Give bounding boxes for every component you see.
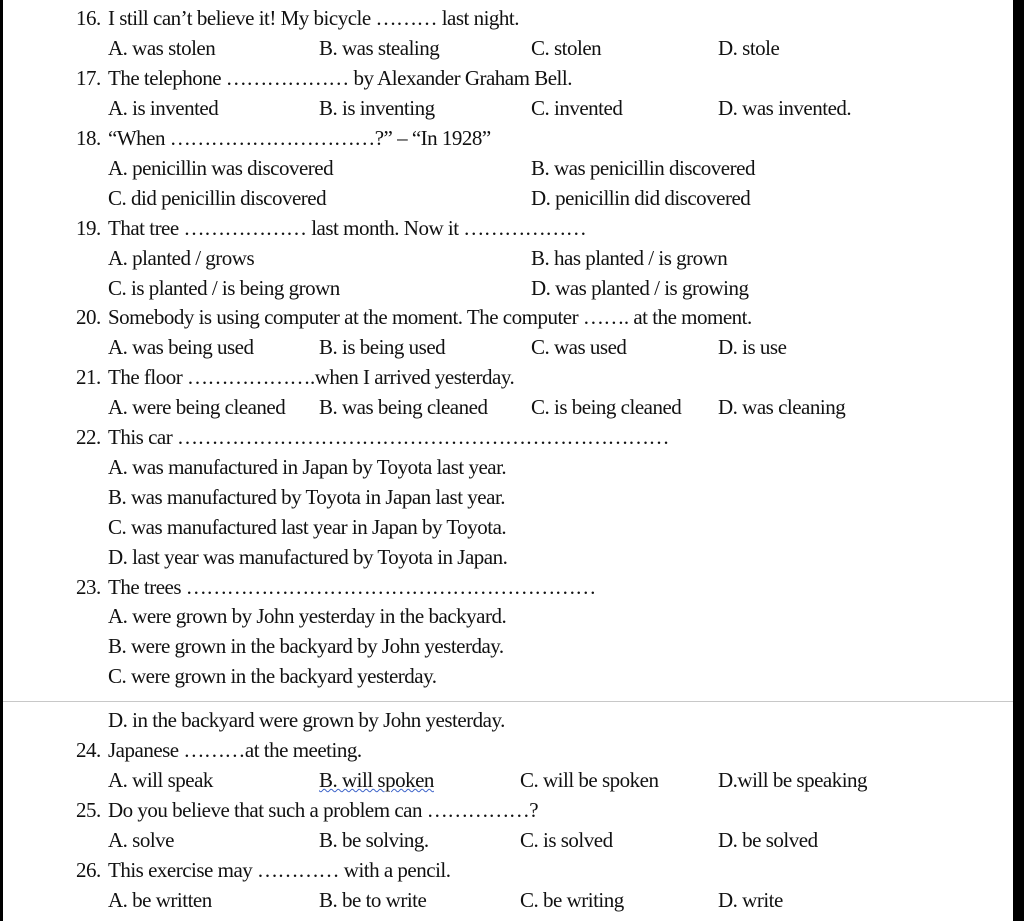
page-break-divider: [3, 701, 1013, 702]
option-20c: C. was used: [531, 335, 627, 359]
question-24: 24. Japanese ………at the meeting.: [76, 738, 362, 762]
option-18a: A. penicillin was discovered: [108, 156, 334, 180]
question-20: 20. Somebody is using computer at the moment. The computer ……. at the moment.: [76, 305, 752, 329]
option-22c: C. was manufactured last year in Japan by Toyota.: [108, 515, 507, 539]
right-border: [1013, 0, 1024, 921]
question-18: 18. “When …………………………?” – “In 1928”: [76, 126, 491, 150]
option-19b: B. has planted / is grown: [531, 246, 728, 270]
option-22d: D. last year was manufactured by Toyota in Japan.: [108, 545, 508, 569]
option-18c: C. did penicillin discovered: [108, 186, 327, 210]
option-26d: D. write: [718, 888, 783, 912]
option-26b: B. be to write: [319, 888, 427, 912]
question-25: 25. Do you believe that such a problem can ……………?: [76, 798, 539, 822]
option-25b: B. be solving.: [319, 828, 429, 852]
option-20a: A. was being used: [108, 335, 254, 359]
option-24a: A. will speak: [108, 768, 213, 792]
option-19c: C. is planted / is being grown: [108, 276, 340, 300]
option-16c: C. stolen: [531, 36, 602, 60]
option-17a: A. is invented: [108, 96, 219, 120]
option-26a: A. be written: [108, 888, 212, 912]
question-21: 21. The floor ……………….when I arrived yesterday.: [76, 365, 515, 389]
option-20d: D. is use: [718, 335, 787, 359]
option-21b: B. was being cleaned: [319, 395, 488, 419]
question-19: 19. That tree ……………… last month. Now it ………………: [76, 216, 587, 240]
option-18b: B. was penicillin discovered: [531, 156, 755, 180]
option-17b: B. is inventing: [319, 96, 435, 120]
option-18d: D. penicillin did discovered: [531, 186, 751, 210]
option-21c: C. is being cleaned: [531, 395, 682, 419]
option-24c: C. will be spoken: [520, 768, 659, 792]
option-19a: A. planted / grows: [108, 246, 255, 270]
option-20b: B. is being used: [319, 335, 446, 359]
option-23b: B. were grown in the backyard by John yesterday.: [108, 634, 504, 658]
option-23a: A. were grown by John yesterday in the backyard.: [108, 604, 507, 628]
left-border: [0, 0, 3, 921]
option-26c: C. be writing: [520, 888, 624, 912]
option-25d: D. be solved: [718, 828, 818, 852]
option-16b: B. was stealing: [319, 36, 440, 60]
option-22a: A. was manufactured in Japan by Toyota last year.: [108, 455, 507, 479]
question-17: 17. The telephone ……………… by Alexander Graham Bell.: [76, 66, 572, 90]
option-17d: D. was invented.: [718, 96, 852, 120]
option-23d: D. in the backyard were grown by John yesterday.: [108, 708, 505, 732]
option-21a: A. were being cleaned: [108, 395, 286, 419]
option-25c: C. is solved: [520, 828, 613, 852]
option-21d: D. was cleaning: [718, 395, 846, 419]
option-25a: A. solve: [108, 828, 174, 852]
option-23c: C. were grown in the backyard yesterday.: [108, 664, 437, 688]
option-24d: D.will be speaking: [718, 768, 868, 792]
option-16a: A. was stolen: [108, 36, 216, 60]
question-22: 22. This car ………………………………………………………………: [76, 425, 669, 449]
option-24b: B. will spoken: [319, 768, 434, 792]
option-19d: D. was planted / is growing: [531, 276, 749, 300]
question-16: 16. I still can’t believe it! My bicycle ……… last night.: [76, 6, 520, 30]
option-22b: B. was manufactured by Toyota in Japan last year.: [108, 485, 506, 509]
option-17c: C. invented: [531, 96, 623, 120]
question-23: 23. The trees ……………………………………………………: [76, 575, 596, 599]
option-16d: D. stole: [718, 36, 780, 60]
question-26: 26. This exercise may ………… with a pencil.: [76, 858, 451, 882]
